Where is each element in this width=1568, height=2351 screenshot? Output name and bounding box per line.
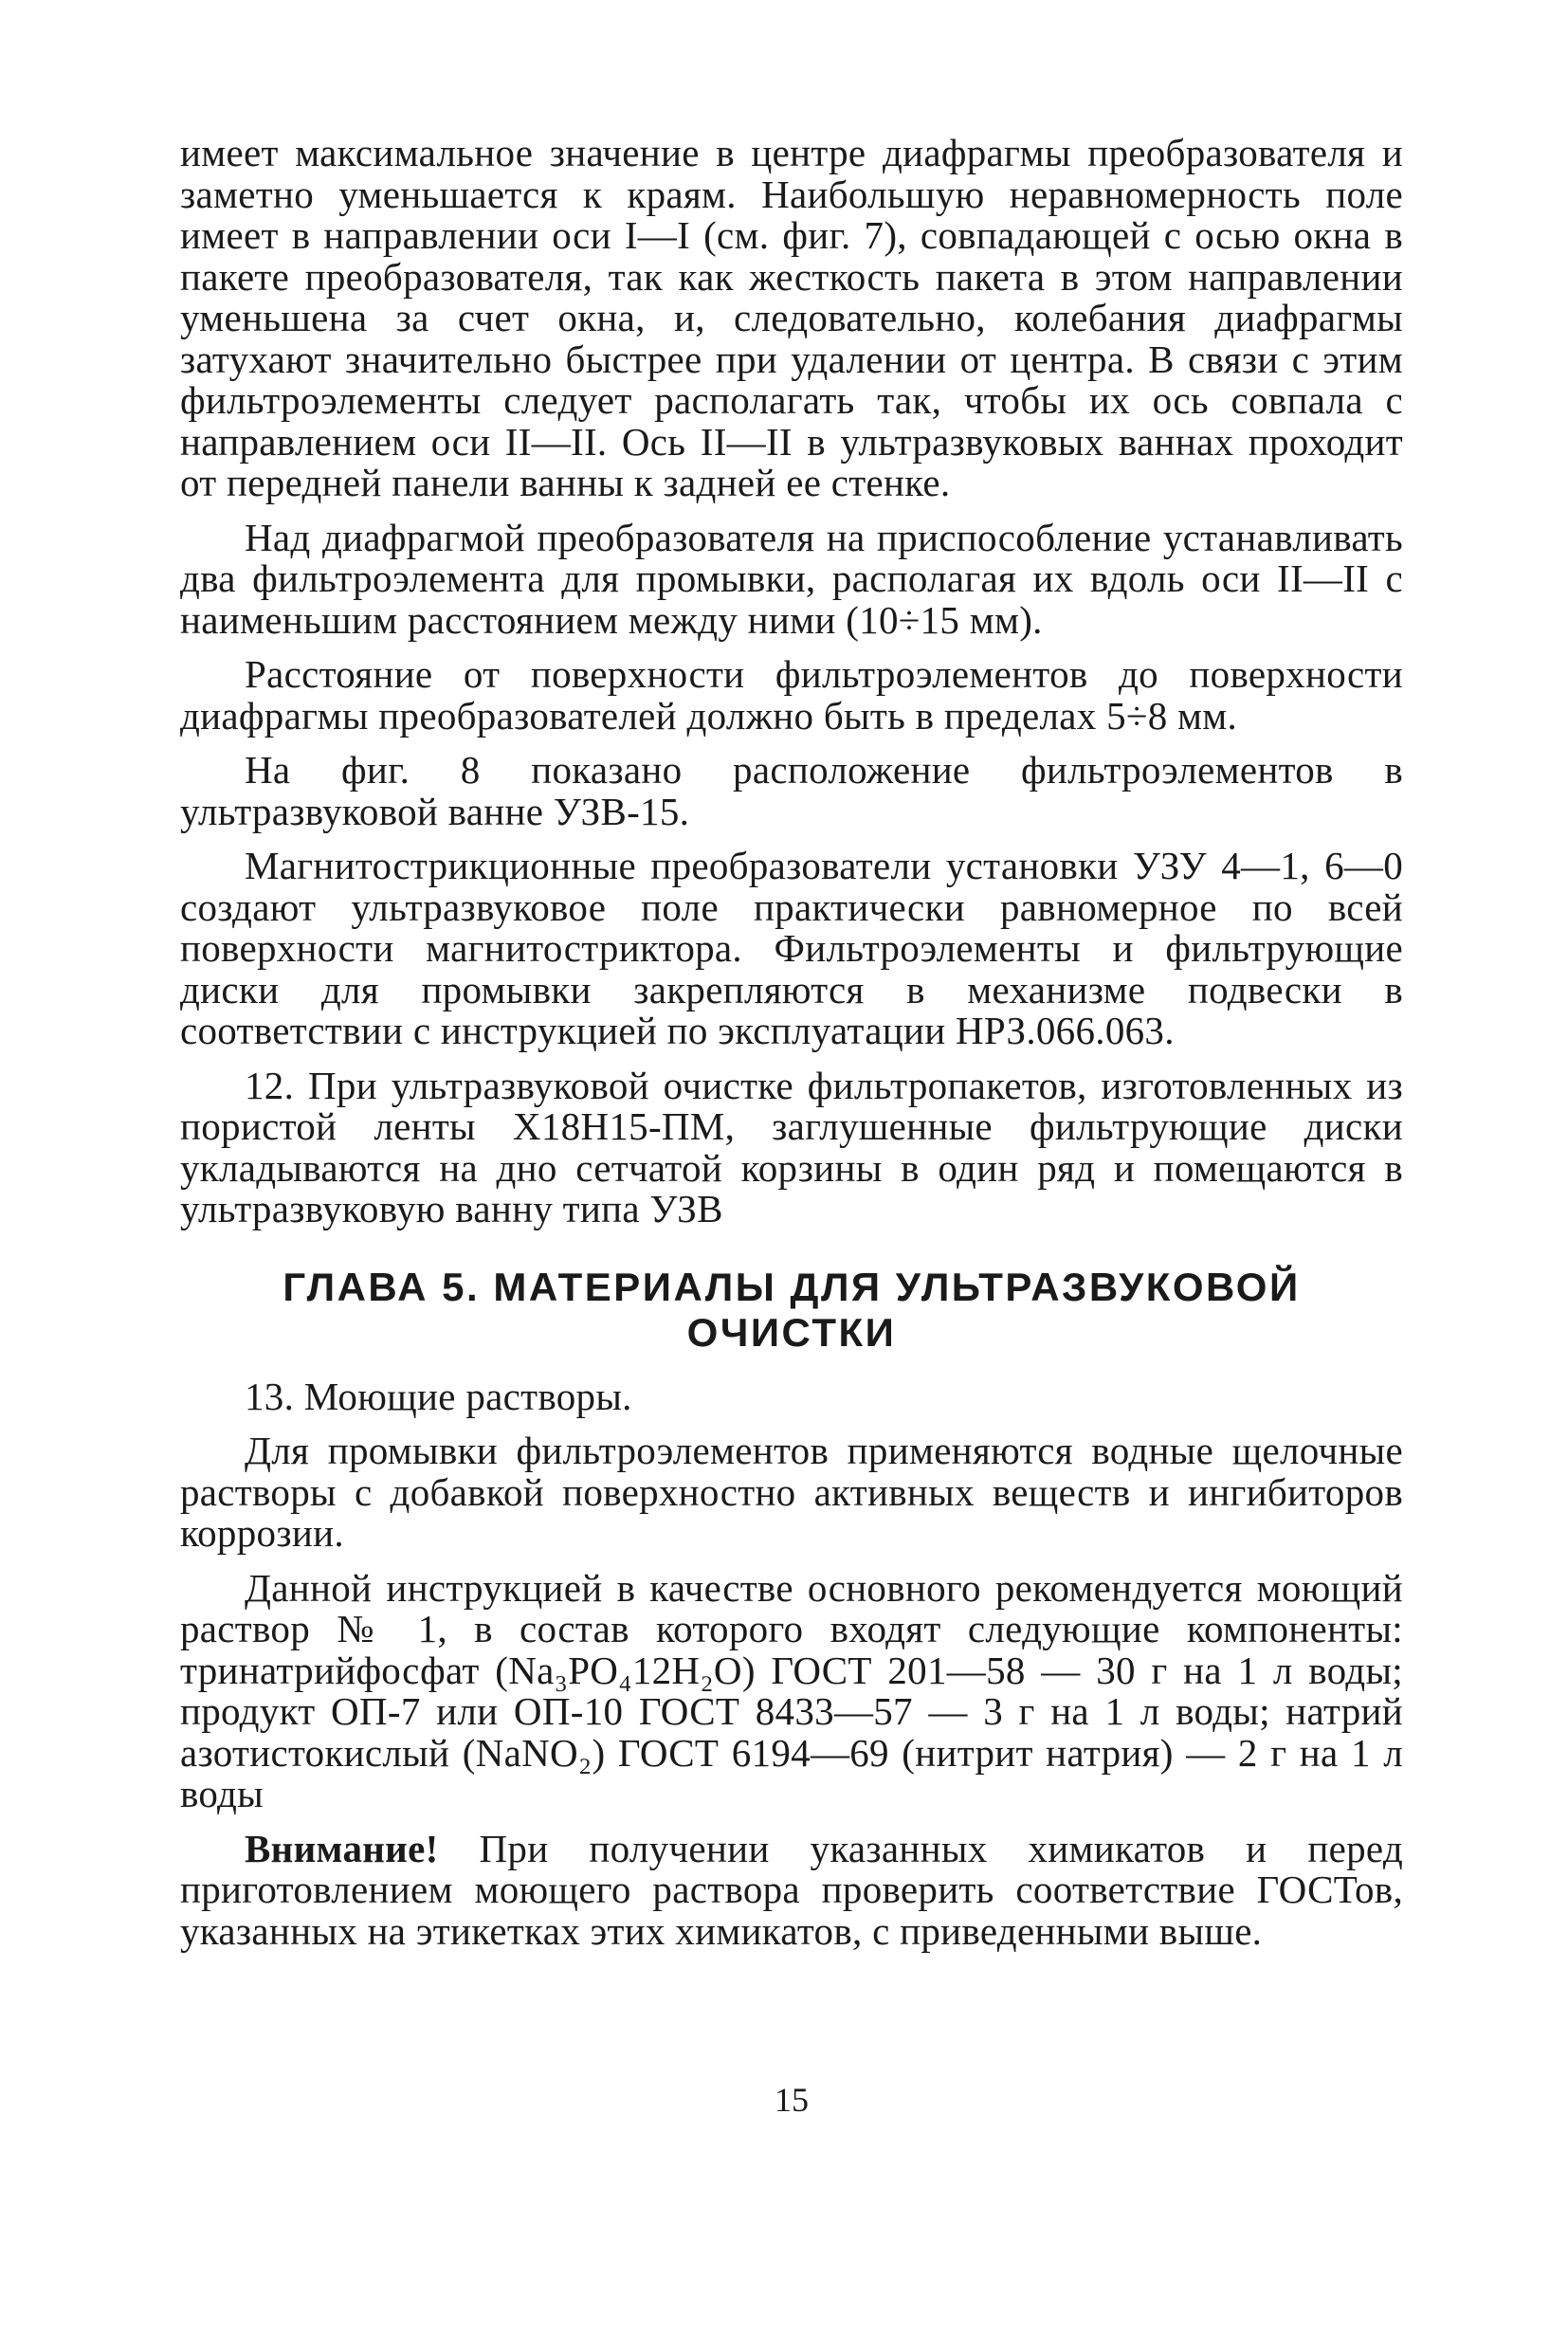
chapter-heading-line-1: ГЛАВА 5. МАТЕРИАЛЫ ДЛЯ УЛЬТРАЗВУКОВОЙ — [283, 1264, 1301, 1309]
page-number: 15 — [775, 2081, 809, 2119]
paragraph-item-13: 13. Моющие растворы. — [245, 1374, 632, 1418]
paragraph-distance: Расстояние от поверхности фильтроэлементов до поверхности диафрагмы преобразователей должно быть в пределах 5÷8 мм. — [180, 652, 1403, 738]
document-page — [180, 133, 1403, 2218]
chapter-heading-line-2: ОЧИСТКИ — [686, 1309, 897, 1355]
paragraph-item-12: 12. При ультразвуковой очистке фильтропакетов, изготовленных из пористой ленты Х18Н15-ПМ, заглушенные фильтрующие диски укладываются на дно сетчатой корзины в один ряд и помещаются в ультразвуковую ванну типа УЗВ — [180, 1063, 1403, 1230]
warning-text: При получении указанных химикатов и перед приготовлением моющего раствора проверить соответствие ГОСТов, указанных на этикетках этих химикатов, с приведенными выше. — [180, 1826, 1403, 1953]
paragraph-filter-placement: Над диафрагмой преобразователя на приспособление устанавливать два фильтроэлемента для промывки, располагая их вдоль оси II—II с наименьшим расстоянием между ними (10÷15 мм). — [180, 515, 1403, 642]
paragraph-warning — [180, 1826, 1403, 1953]
paragraph-solution-composition: Данной инструкцией в качестве основного рекомендуется моющий раствор № 1, в состав которого входят следующие компоненты: тринатрийфосфат (Na₃PO₄12H₂O) ГОСТ 201—58 — 30 г на 1 л воды; продукт ОП-7 или ОП-10 ГОСТ 8433—57 — 3 г на 1 л воды; натрий азотистокислый (NaNO₂) ГОСТ 6194—69 (нитрит натрия) — 2 г на 1 л воды — [180, 1565, 1403, 1815]
paragraph-magnetostrictive: Магнитострикционные преобразователи установки УЗУ 4—1, 6—0 создают ультразвуковое поле практически равномерное по всей поверхности магнитостриктора. Фильтроэлементы и фильтрующие диски для промывки закрепляются в механизме подвески в соответствии с инструкцией по эксплуатации НРЗ.066.063. — [180, 844, 1403, 1052]
chapter-heading — [180, 1265, 1403, 1356]
warning-label: Внимание! — [245, 1826, 439, 1870]
paragraph-field-uniformity: имеет максимальное значение в центре диафрагмы преобразователя и заметно уменьшается к краям. Наибольшую неравномерность поле имеет в направлении оси I—I (см. фиг. 7), совпадающей с осью окна в пакете преобразователя, так как жесткость пакета в этом направлении уменьшена за счет окна, и, следовательно, колебания диафрагмы затухают значительно быстрее при удалении от центра. В связи с этим фильтроэлементы следует располагать так, чтобы их ось совпала с направлением оси II—II. Ось II—II в ультразвуковых ваннах проходит от передней панели ванны к задней ее стенке. — [180, 131, 1403, 504]
paragraph-washing-solutions: Для промывки фильтроэлементов применяются водные щелочные растворы с добавкой поверхностно активных веществ и ингибиторов коррозии. — [180, 1429, 1403, 1555]
paragraph-figure-reference: На фиг. 8 показано расположение фильтроэлементов в ультразвуковой ванне УЗВ-15. — [180, 748, 1403, 833]
